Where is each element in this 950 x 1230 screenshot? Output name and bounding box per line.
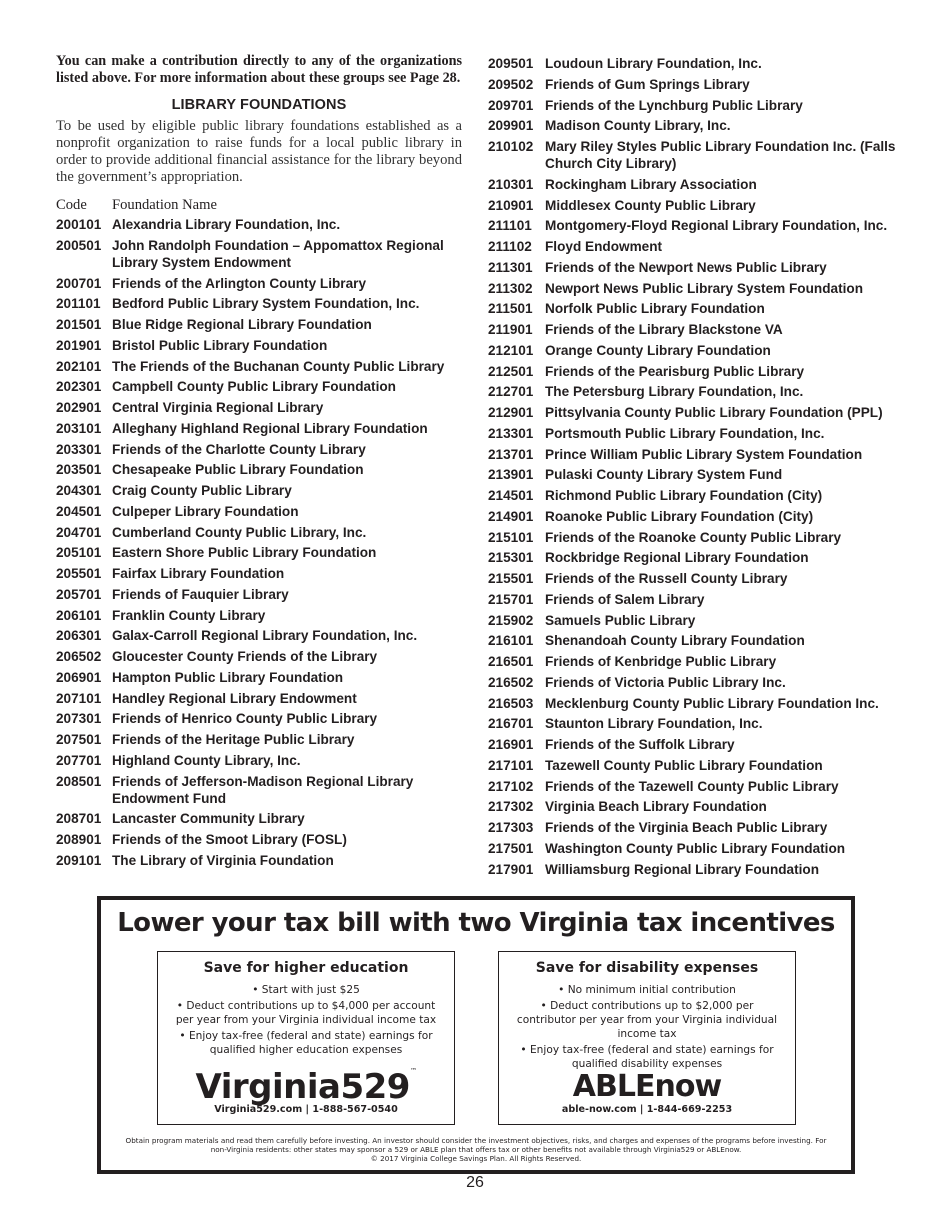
- ad-disclaimer: [121, 1136, 831, 1163]
- foundation-row: [488, 257, 898, 278]
- foundation-name: Lancaster Community Library: [112, 811, 305, 827]
- education-contact: Virginia529.com | 1-888-567-0540: [214, 1104, 398, 1115]
- foundation-name: Staunton Library Foundation, Inc.: [545, 716, 763, 732]
- foundation-code: 213301: [488, 425, 534, 441]
- foundation-row: [488, 115, 898, 136]
- foundation-name: Bedford Public Library System Foundation, Inc.: [112, 296, 420, 312]
- foundation-code: 212701: [488, 384, 534, 400]
- foundation-code: 215701: [488, 591, 534, 607]
- foundation-row: [488, 506, 898, 527]
- foundation-row: [488, 53, 898, 74]
- foundation-name: Tazewell County Public Library Foundation: [545, 757, 823, 773]
- education-bullet: • Enjoy tax-free (federal and state) earnings for qualified higher education expenses: [179, 1030, 433, 1056]
- foundation-row: [56, 646, 462, 667]
- foundation-name: Hampton Public Library Foundation: [112, 669, 344, 685]
- foundation-name: Floyd Endowment: [545, 239, 663, 254]
- foundation-code: 211102: [488, 239, 532, 254]
- foundation-code: 217101: [488, 757, 534, 773]
- foundation-code: 215101: [488, 529, 534, 545]
- section-description: To be used by eligible public library foundations established as a nonprofit organization to raise funds for a local public library in order to provide additional financial assistance for the library beyond the government’s appropriation.: [56, 118, 462, 185]
- foundation-row: [488, 776, 898, 797]
- foundation-name: Alleghany Highland Regional Library Foundation: [112, 420, 428, 436]
- foundation-code: 209701: [488, 97, 534, 113]
- left-column: [56, 53, 462, 871]
- virginia529-logo-text: Virginia529: [195, 1067, 410, 1107]
- foundation-code: 206301: [56, 628, 102, 644]
- foundation-code: 200501: [56, 237, 102, 253]
- foundation-row: [488, 693, 898, 714]
- foundation-row: [56, 605, 462, 626]
- copyright-text: © 2017 Virginia College Savings Plan. All Rights Reserved.: [370, 1154, 582, 1163]
- foundation-row: [56, 729, 462, 750]
- education-bullet: • Start with just $25: [252, 984, 360, 996]
- foundation-row: [488, 527, 898, 548]
- foundation-name: Bristol Public Library Foundation: [112, 337, 328, 353]
- foundation-name: Norfolk Public Library Foundation: [545, 301, 765, 317]
- foundation-row: [56, 439, 462, 460]
- foundation-row: [56, 335, 462, 356]
- foundation-code: 207101: [56, 690, 102, 706]
- foundation-code: 214501: [488, 488, 534, 503]
- foundation-name: Madison County Library, Inc.: [545, 118, 731, 134]
- foundation-name: Williamsburg Regional Library Foundation: [545, 861, 820, 877]
- foundation-name: Friends of Salem Library: [545, 591, 705, 607]
- foundation-row: [56, 397, 462, 418]
- foundation-name: Friends of Victoria Public Library Inc.: [545, 674, 786, 690]
- foundation-code: 201101: [56, 296, 101, 312]
- foundation-name: Friends of Jefferson-Madison Regional Library Endowment Fund: [112, 773, 414, 806]
- foundation-code: 205501: [56, 566, 102, 581]
- foundation-name: Friends of the Charlotte County Library: [112, 441, 366, 457]
- foundation-name: Galax-Carroll Regional Library Foundation, Inc.: [112, 628, 418, 644]
- disability-contact: able-now.com | 1-844-669-2253: [561, 1104, 733, 1115]
- column-headers: [56, 194, 462, 214]
- foundation-code: 202101: [56, 358, 102, 374]
- foundation-row: [56, 667, 462, 688]
- foundation-name: Fairfax Library Foundation: [112, 566, 285, 581]
- code-header: Code: [56, 197, 87, 213]
- foundation-code: 217501: [488, 840, 534, 856]
- foundation-code: 214901: [488, 508, 534, 524]
- foundation-row: [488, 838, 898, 859]
- name-header: Foundation Name: [112, 197, 217, 213]
- foundation-code: 206101: [56, 607, 102, 623]
- foundation-row: [488, 817, 898, 838]
- foundation-code: 208501: [56, 773, 102, 789]
- foundation-row: [488, 464, 898, 485]
- education-title: Save for higher education: [203, 960, 409, 976]
- foundation-row: [488, 755, 898, 776]
- foundation-row: [488, 74, 898, 95]
- foundation-code: 216101: [488, 633, 534, 649]
- foundation-row: [488, 485, 898, 506]
- education-box: [157, 951, 455, 1125]
- foundation-code: 205701: [56, 586, 102, 602]
- foundation-code: 212101: [488, 342, 534, 358]
- disability-bullet: • Enjoy tax-free (federal and state) earnings for qualified disability expenses: [520, 1044, 774, 1070]
- foundation-row: [488, 796, 898, 817]
- foundation-name: The Library of Virginia Foundation: [112, 852, 334, 868]
- foundation-code: 210901: [488, 197, 534, 213]
- foundation-code: 216503: [488, 695, 534, 711]
- foundation-code: 203101: [56, 420, 102, 436]
- foundation-code: 212501: [488, 363, 534, 379]
- foundation-code: 212901: [488, 405, 534, 420]
- foundation-row: [488, 568, 898, 589]
- foundation-name: Orange County Library Foundation: [545, 342, 771, 358]
- foundation-code: 200101: [56, 217, 102, 232]
- foundation-name: Franklin County Library: [112, 607, 266, 623]
- foundation-code: 205101: [56, 545, 102, 561]
- foundation-row: [56, 273, 462, 294]
- foundation-row: [488, 236, 898, 257]
- foundation-row: [488, 610, 898, 631]
- foundation-name: Newport News Public Library System Foundation: [545, 280, 863, 296]
- foundation-code: 208701: [56, 811, 102, 827]
- foundation-code: 201501: [56, 317, 102, 332]
- foundation-name: Friends of the Library Blackstone VA: [545, 322, 783, 337]
- foundation-name: Virginia Beach Library Foundation: [545, 799, 767, 815]
- foundation-name: Friends of the Roanoke County Public Library: [545, 529, 842, 545]
- foundation-name: Pittsylvania County Public Library Foundation (PPL): [545, 405, 883, 420]
- foundation-code: 216701: [488, 716, 534, 732]
- foundation-code: 204501: [56, 503, 102, 519]
- foundation-code: 213901: [488, 467, 534, 483]
- foundation-row: [488, 713, 898, 734]
- foundation-name: Eastern Shore Public Library Foundation: [112, 545, 377, 561]
- foundation-name: Prince William Public Library System Foundation: [545, 446, 863, 462]
- foundation-row: [56, 314, 462, 335]
- foundation-row: [56, 459, 462, 480]
- foundation-name: Friends of the Arlington County Library: [112, 275, 366, 291]
- foundation-name: Rockingham Library Association: [545, 176, 757, 192]
- foundation-name: Washington County Public Library Foundation: [545, 840, 846, 856]
- foundation-code: 213701: [488, 446, 534, 462]
- foundation-row: [56, 480, 462, 501]
- foundation-name: Richmond Public Library Foundation (City): [545, 488, 823, 503]
- foundation-name: Mary Riley Styles Public Library Foundation Inc. (Falls Church City Library): [545, 139, 896, 171]
- foundation-name: The Friends of the Buchanan County Public Library: [112, 358, 445, 374]
- foundation-row: [56, 771, 462, 809]
- foundation-row: [488, 95, 898, 116]
- foundation-row: [488, 651, 898, 672]
- foundation-row: [56, 750, 462, 771]
- page-number: 26: [466, 1174, 484, 1191]
- foundation-code: 216901: [488, 737, 534, 752]
- foundation-name: Middlesex County Public Library: [545, 197, 756, 213]
- foundation-row: [56, 688, 462, 709]
- ablenow-logo: ABLEnow: [572, 1069, 722, 1104]
- foundation-name: Gloucester County Friends of the Library: [112, 649, 378, 664]
- foundation-row: [488, 278, 898, 299]
- foundation-code: 206502: [56, 649, 102, 664]
- foundation-name: The Petersburg Library Foundation, Inc.: [545, 384, 804, 400]
- foundation-row: [56, 356, 462, 377]
- foundation-row: [488, 298, 898, 319]
- foundation-name: Alexandria Library Foundation, Inc.: [112, 217, 341, 232]
- foundation-name: Friends of the Virginia Beach Public Library: [545, 820, 828, 835]
- foundation-name: Friends of Kenbridge Public Library: [545, 654, 777, 669]
- foundation-name: Samuels Public Library: [545, 612, 696, 628]
- foundation-row: [488, 381, 898, 402]
- foundation-row: [56, 376, 462, 397]
- left-foundation-list: [56, 214, 462, 871]
- foundation-name: Portsmouth Public Library Foundation, Inc.: [545, 425, 825, 441]
- foundation-code: 204301: [56, 483, 102, 498]
- disability-bullet: • No minimum initial contribution: [558, 984, 736, 996]
- foundation-code: 211302: [488, 280, 533, 296]
- foundation-name: Friends of the Heritage Public Library: [112, 732, 355, 747]
- foundation-row: [56, 584, 462, 605]
- foundation-row: [56, 625, 462, 646]
- foundation-row: [56, 235, 462, 273]
- foundation-row: [488, 547, 898, 568]
- foundation-code: 209502: [488, 76, 534, 92]
- foundation-row: [488, 174, 898, 195]
- foundation-code: 200701: [56, 275, 102, 291]
- foundation-name: Cumberland County Public Library, Inc.: [112, 524, 367, 540]
- foundation-row: [488, 589, 898, 610]
- foundation-row: [56, 501, 462, 522]
- foundation-code: 208901: [56, 832, 102, 847]
- foundation-name: Friends of the Lynchburg Public Library: [545, 97, 803, 113]
- foundation-code: 211501: [488, 301, 533, 317]
- disability-title: Save for disability expenses: [535, 960, 759, 976]
- foundation-row: [488, 361, 898, 382]
- foundation-code: 217901: [488, 861, 534, 877]
- foundation-code: 207701: [56, 752, 102, 768]
- foundation-name: Mecklenburg County Public Library Foundation Inc.: [545, 695, 879, 711]
- foundation-row: [488, 444, 898, 465]
- foundation-code: 216502: [488, 674, 534, 690]
- foundation-code: 207301: [56, 711, 102, 727]
- foundation-name: Loudoun Library Foundation, Inc.: [545, 56, 762, 71]
- foundation-code: 202901: [56, 400, 102, 415]
- foundation-name: Blue Ridge Regional Library Foundation: [112, 317, 372, 332]
- foundation-row: [56, 542, 462, 563]
- foundation-row: [488, 672, 898, 693]
- foundation-name: Friends of Gum Springs Library: [545, 76, 750, 92]
- foundation-name: Culpeper Library Foundation: [112, 503, 299, 519]
- foundation-name: Craig County Public Library: [112, 483, 292, 498]
- foundation-name: Friends of the Russell County Library: [545, 571, 788, 586]
- foundation-row: [56, 708, 462, 729]
- foundation-row: [488, 319, 898, 340]
- foundation-code: 204701: [56, 524, 102, 540]
- foundation-code: 217102: [488, 778, 534, 794]
- foundation-name: Friends of the Tazewell County Public Library: [545, 778, 839, 794]
- foundation-code: 209901: [488, 118, 534, 134]
- foundation-row: [488, 402, 898, 423]
- foundation-code: 201901: [56, 337, 102, 353]
- foundation-code: 210102: [488, 139, 534, 154]
- foundation-name: Friends of Henrico County Public Library: [112, 711, 378, 727]
- foundation-code: 215501: [488, 571, 534, 586]
- foundation-row: [488, 630, 898, 651]
- foundation-name: Friends of the Smoot Library (FOSL): [112, 832, 347, 847]
- foundation-name: Roanoke Public Library Foundation (City): [545, 508, 814, 524]
- virginia529-logo: Virginia529™: [195, 1067, 417, 1107]
- disability-box: [498, 951, 796, 1125]
- foundation-code: 203501: [56, 462, 102, 478]
- foundation-row: [488, 136, 898, 174]
- foundation-row: [56, 418, 462, 439]
- foundation-code: 209101: [56, 852, 102, 868]
- section-title: LIBRARY FOUNDATIONS: [171, 97, 347, 113]
- foundation-name: Campbell County Public Library Foundation: [112, 379, 396, 395]
- disclaimer-text: Obtain program materials and read them carefully before investing. An investor should consider the investment objectives, risks, and charges and expenses of the programs before investing. For non-Virginia residents: other states may sponsor a 529 or ABLE plan that offers tax or other benefits not available through Virginia529 or ABLEnow.: [125, 1136, 827, 1154]
- foundation-code: 215301: [488, 550, 534, 566]
- foundation-name: Pulaski County Library System Fund: [545, 467, 783, 483]
- foundation-row: [56, 829, 462, 850]
- foundation-code: 207501: [56, 732, 102, 747]
- foundation-row: [56, 563, 462, 584]
- foundation-name: Highland County Library, Inc.: [112, 752, 301, 768]
- right-column: [488, 53, 898, 879]
- foundation-name: Handley Regional Library Endowment: [112, 690, 357, 706]
- foundation-name: Chesapeake Public Library Foundation: [112, 462, 364, 478]
- foundation-row: [56, 522, 462, 543]
- foundation-name: John Randolph Foundation – Appomattox Regional Library System Endowment: [112, 237, 444, 270]
- foundation-row: [488, 734, 898, 755]
- foundation-name: Central Virginia Regional Library: [112, 400, 324, 415]
- foundation-code: 217303: [488, 820, 534, 835]
- disability-bullet: • Deduct contributions up to $2,000 per contributor per year from your Virginia individual income tax: [516, 1000, 778, 1040]
- foundation-code: 215902: [488, 612, 534, 628]
- ad-title: Lower your tax bill with two Virginia tax incentives: [117, 908, 835, 938]
- foundation-row: [56, 808, 462, 829]
- foundation-row: [488, 215, 898, 236]
- foundation-row: [488, 195, 898, 216]
- foundation-row: [488, 859, 898, 880]
- foundation-name: Shenandoah County Library Foundation: [545, 633, 805, 649]
- foundation-code: 202301: [56, 379, 102, 395]
- foundation-code: 210301: [488, 176, 534, 192]
- foundation-code: 216501: [488, 654, 534, 669]
- intro-paragraph: You can make a contribution directly to any of the organizations listed above. For more information about these groups see Page 28.: [56, 53, 462, 86]
- education-bullet: • Deduct contributions up to $4,000 per account per year from your Virginia individual income tax: [175, 1000, 437, 1026]
- foundation-name: Montgomery-Floyd Regional Library Foundation, Inc.: [545, 218, 888, 234]
- foundation-row: [488, 340, 898, 361]
- foundation-name: Friends of the Suffolk Library: [545, 737, 735, 752]
- foundation-row: [56, 850, 462, 871]
- foundation-name: Rockbridge Regional Library Foundation: [545, 550, 809, 566]
- foundation-code: 217302: [488, 799, 534, 815]
- foundation-row: [56, 214, 462, 235]
- foundation-name: Friends of Fauquier Library: [112, 586, 289, 602]
- foundation-name: Friends of the Pearisburg Public Library: [545, 363, 805, 379]
- foundation-row: [56, 293, 462, 314]
- foundation-row: [488, 423, 898, 444]
- foundation-code: 209501: [488, 56, 534, 71]
- foundation-code: 206901: [56, 669, 102, 685]
- foundation-code: 211301: [488, 259, 533, 275]
- foundation-code: 203301: [56, 441, 102, 457]
- foundation-name: Friends of the Newport News Public Library: [545, 259, 827, 275]
- foundation-code: 211101: [488, 218, 532, 234]
- right-foundation-list: [488, 53, 898, 879]
- advertisement: [97, 896, 855, 1174]
- foundation-code: 211901: [488, 322, 533, 337]
